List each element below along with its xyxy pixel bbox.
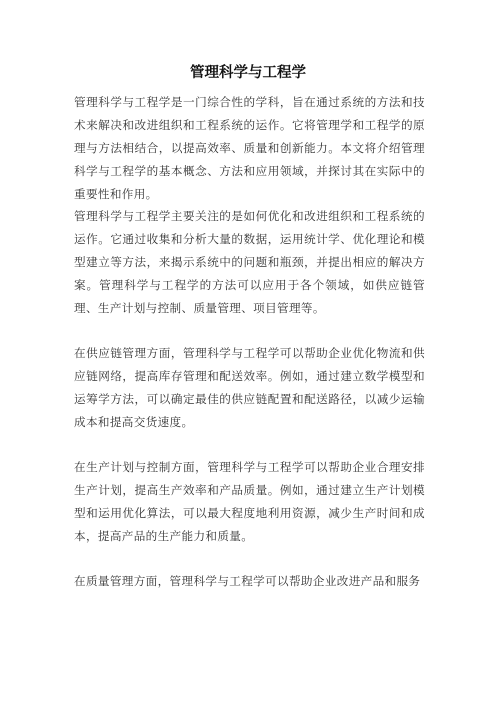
paragraph-focus: 管理科学与工程学主要关注的是如何优化和改进组织和工程系统的运作。它通过收集和分析大量的数据，运用统计学、优化理论和模型建立等方法，来揭示系统中的问题和瓶颈，并提出相应的解决方案。管理科学与工程学的方法可以应用于各个领域，如供应链管理、生产计划与控制、质量管理、项目管理等。 [74,209,425,315]
document-title: 管理科学与工程学 [190,65,306,81]
paragraph-supply-chain: 在供应链管理方面，管理科学与工程学可以帮助企业优化物流和供应链网络，提高库存管理和配送效率。例如，通过建立数学模型和运筹学方法，可以确定最佳的供应链配置和配送路径，以减少运输成本和提高交货速度。 [74,346,425,429]
paragraph-production-planning: 在生产计划与控制方面，管理科学与工程学可以帮助企业合理安排生产计划，提高生产效率和产品质量。例如，通过建立生产计划模型和运用优化算法，可以最大程度地利用资源，减少生产时间和成本，提高产品的生产能力和质量。 [74,460,425,543]
paragraph-quality-management: 在质量管理方面，管理科学与工程学可以帮助企业改进产品和服务 [74,574,421,588]
paragraph-intro: 管理科学与工程学是一门综合性的学科，旨在通过系统的方法和技术来解决和改进组织和工程系统的运作。它将管理学和工程学的原理与方法相结合，以提高效率、质量和创新能力。本文将介绍管理科学与工程学的基本概念、方法和应用领域，并探讨其在实际中的重要性和作用。 [74,95,425,201]
